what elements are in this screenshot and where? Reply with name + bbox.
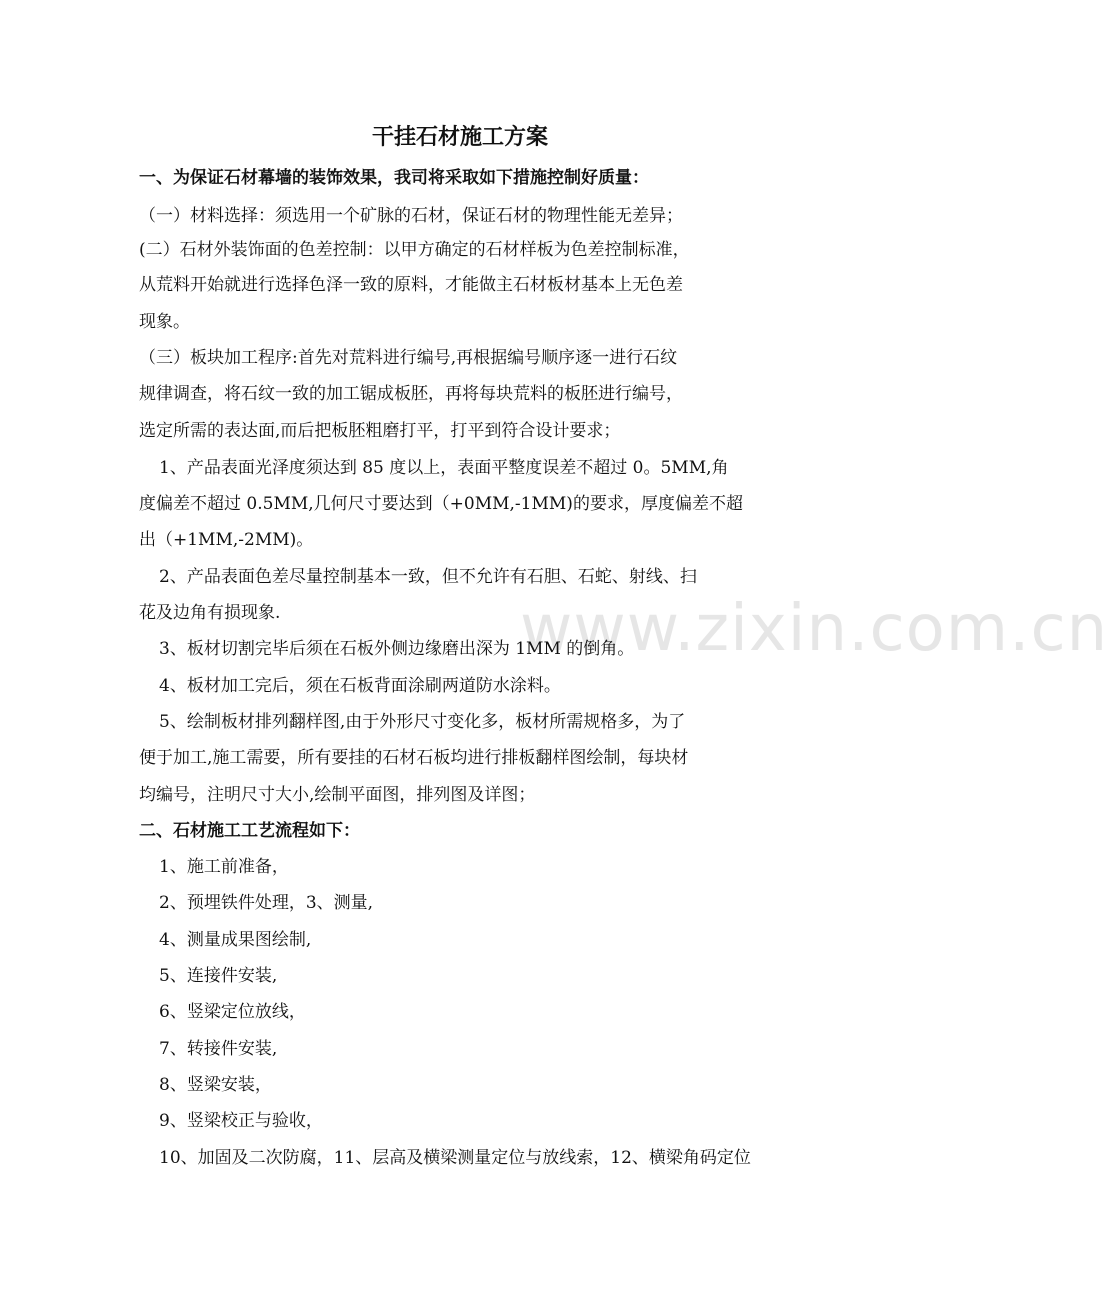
list-item: 3、板材切割完毕后须在石板外侧边缘磨出深为 1MM 的倒角。 — [159, 639, 635, 659]
list-item: 10、加固及二次防腐，11、层高及横梁测量定位与放线索，12、横梁角码定位 — [159, 1148, 751, 1168]
paragraph-line: （三）板块加工程序:首先对荒料进行编号,再根据编号顺序逐一进行石纹 — [139, 348, 678, 368]
paragraph-line: 花及边角有损现象. — [139, 603, 281, 623]
list-item: 2、产品表面色差尽量控制基本一致，但不允许有石胆、石蛇、射线、扫 — [159, 567, 697, 587]
paragraph-line: 规律调查，将石纹一致的加工锯成板胚，再将每块荒料的板胚进行编号， — [139, 384, 683, 404]
watermark: www.zixin.com.cn — [520, 592, 1108, 666]
list-item: 1、施工前准备， — [159, 857, 289, 877]
paragraph-line: (二）石材外装饰面的色差控制：以甲方确定的石材样板为色差控制标准， — [139, 240, 690, 260]
list-item: 5、连接件安装, — [159, 966, 278, 986]
list-item: 5、绘制板材排列翻样图,由于外形尺寸变化多，板材所需规格多，为了 — [159, 712, 686, 732]
paragraph-line: （一）材料选择：须选用一个矿脉的石材，保证石材的物理性能无差异； — [139, 206, 683, 226]
section-heading-1: 一、为保证石材幕墙的装饰效果，我司将采取如下措施控制好质量： — [139, 168, 649, 188]
paragraph-line: 选定所需的表达面,而后把板胚粗磨打平，打平到符合设计要求； — [139, 421, 621, 441]
section-heading-2: 二、石材施工工艺流程如下： — [139, 821, 360, 841]
paragraph-line: 出（+1MM,-2MM)。 — [139, 530, 314, 550]
paragraph-line: 度偏差不超过 0.5MM,几何尺寸要达到（+0MM,-1MM)的要求，厚度偏差不超 — [139, 494, 743, 514]
list-item: 7、转接件安装, — [159, 1039, 278, 1059]
list-item: 6、竖梁定位放线， — [159, 1002, 306, 1022]
paragraph-line: 均编号，注明尺寸大小,绘制平面图，排列图及详图； — [139, 785, 536, 805]
list-item: 8、竖梁安装， — [159, 1075, 272, 1095]
paragraph-line: 现象。 — [139, 312, 190, 332]
list-item: 1、产品表面光泽度须达到 85 度以上，表面平整度误差不超过 0。5MM,角 — [159, 458, 729, 478]
list-item: 9、竖梁校正与验收， — [159, 1111, 323, 1131]
paragraph-line: 便于加工,施工需要，所有要挂的石材石板均进行排板翻样图绘制，每块材 — [139, 748, 689, 768]
list-item: 4、板材加工完后，须在石板背面涂刷两道防水涂料。 — [159, 676, 561, 696]
list-item: 2、预埋铁件处理，3、测量, — [159, 893, 374, 913]
list-item: 4、测量成果图绘制, — [159, 930, 312, 950]
paragraph-line: 从荒料开始就进行选择色泽一致的原料，才能做主石材板材基本上无色差 — [139, 275, 683, 295]
document-title: 干挂石材施工方案 — [371, 125, 548, 150]
